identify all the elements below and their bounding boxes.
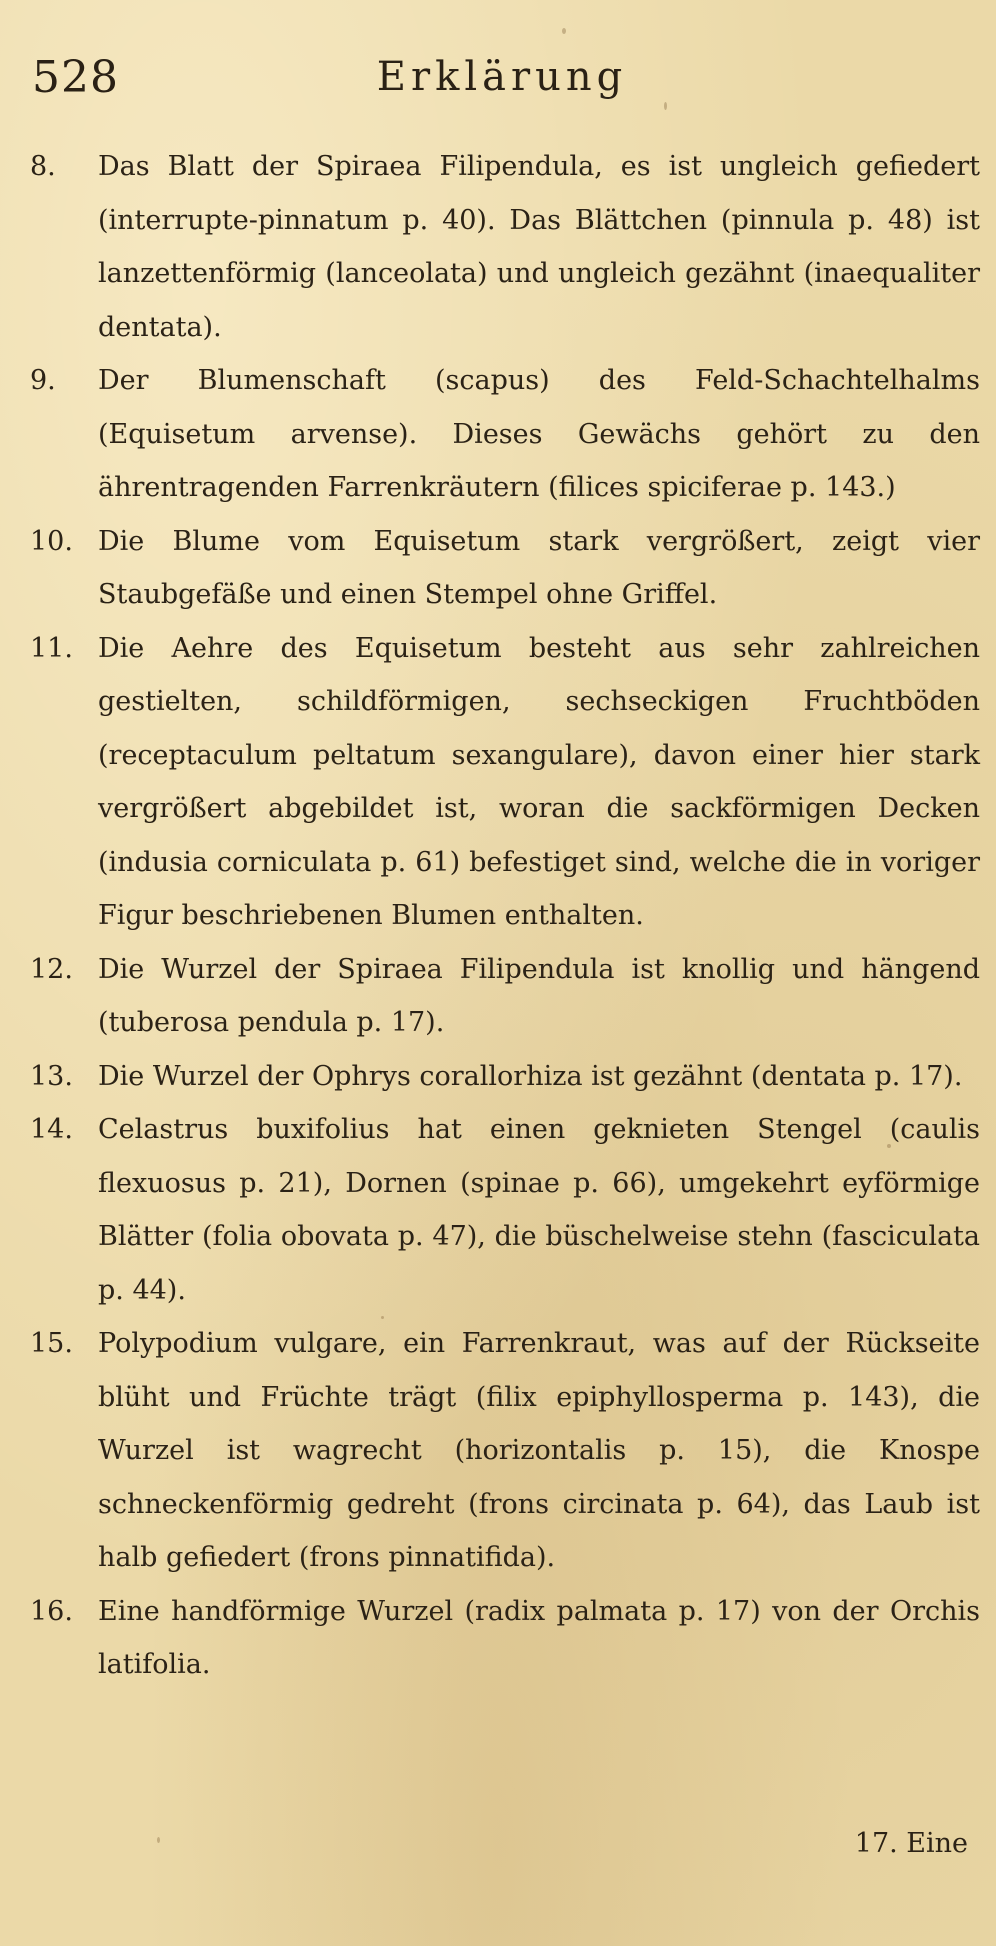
running-title: Erklärung	[376, 54, 628, 100]
paper-speck	[887, 1144, 891, 1148]
entry-15	[30, 1317, 980, 1585]
entry-text: Die Wurzel der Spiraea Filipendula ist knollig und hängend (tuberosa pendula p. 17).	[98, 953, 980, 1038]
entry-text: Das Blatt der Spiraea Filipendula, es ist ungleich gefiedert (interrupte-pinnatum p. 40). Das Blättchen (pinnula p. 48) ist lanzettenförmig (lanceolata) und ungleich gezähnt (inaequaliter dentata).	[98, 151, 980, 343]
entry-number: 16.	[30, 1595, 73, 1627]
paper-speck	[157, 1837, 160, 1843]
catchword: 17. Eine	[854, 1828, 968, 1859]
entry-10	[30, 515, 980, 622]
entry-11	[30, 622, 980, 943]
entry-12	[30, 943, 980, 1050]
entry-8	[30, 140, 980, 354]
entry-text: Eine handförmige Wurzel (radix palmata p. 17) von der Orchis latifolia.	[98, 1595, 980, 1680]
entry-16	[30, 1585, 980, 1692]
entry-13	[30, 1050, 980, 1104]
entry-number: 8.	[30, 151, 56, 182]
entry-9	[30, 354, 980, 515]
paper-speck	[664, 102, 667, 110]
entry-14	[30, 1103, 980, 1317]
entry-text: Polypodium vulgare, ein Farrenkraut, was auf der Rückseite blüht und Früchte trägt (filix epiphyllosperma p. 143), die Wurzel ist wagrecht (horizontalis p. 15), die Knospe schneckenförmig gedreht (frons circinata p. 64), das Laub ist halb gefiedert (frons pinnatifida).	[98, 1328, 980, 1573]
entry-text: Die Wurzel der Ophrys corallorhiza ist gezähnt (dentata p. 17).	[98, 1060, 963, 1092]
entry-text: Der Blumenschaft (scapus) des Feld-Schachtelhalms (Equisetum arvense). Dieses Gewächs gehört zu den ährentragenden Farrenkräutern (filices spiciferae p. 143.)	[98, 365, 980, 503]
entry-number: 15.	[30, 1328, 73, 1359]
paper-speck	[562, 28, 566, 34]
entry-number: 11.	[30, 632, 73, 664]
entry-number: 13.	[30, 1060, 73, 1092]
entry-text: Die Blume vom Equisetum stark vergrößert, zeigt vier Staubgefäße und einen Stempel ohne Griffel.	[98, 525, 980, 610]
entry-number: 10.	[30, 525, 73, 557]
page-number: 528	[32, 52, 119, 103]
entry-number: 14.	[30, 1114, 73, 1145]
paper-speck	[381, 1316, 384, 1319]
entry-text: Celastrus buxifolius hat einen geknieten Stengel (caulis flexuosus p. 21), Dornen (spinae p. 66), umgekehrt eyförmige Blätter (folia obovata p. 47), die büschelweise stehn (fasciculata p. 44).	[98, 1114, 980, 1306]
entry-text: Die Aehre des Equisetum besteht aus sehr zahlreichen gestielten, schildförmigen, sechseckigen Fruchtböden (receptaculum peltatum sexangulare), davon einer hier stark vergrößert abgebildet ist, woran die sackförmigen Decken (indusia corniculata p. 61) befestiget sind, welche die in voriger Figur beschriebenen Blumen enthalten.	[98, 632, 980, 931]
figure-explanations	[30, 140, 980, 1692]
page-header	[32, 52, 972, 112]
entry-number: 9.	[30, 365, 56, 396]
entry-number: 12.	[30, 953, 73, 985]
